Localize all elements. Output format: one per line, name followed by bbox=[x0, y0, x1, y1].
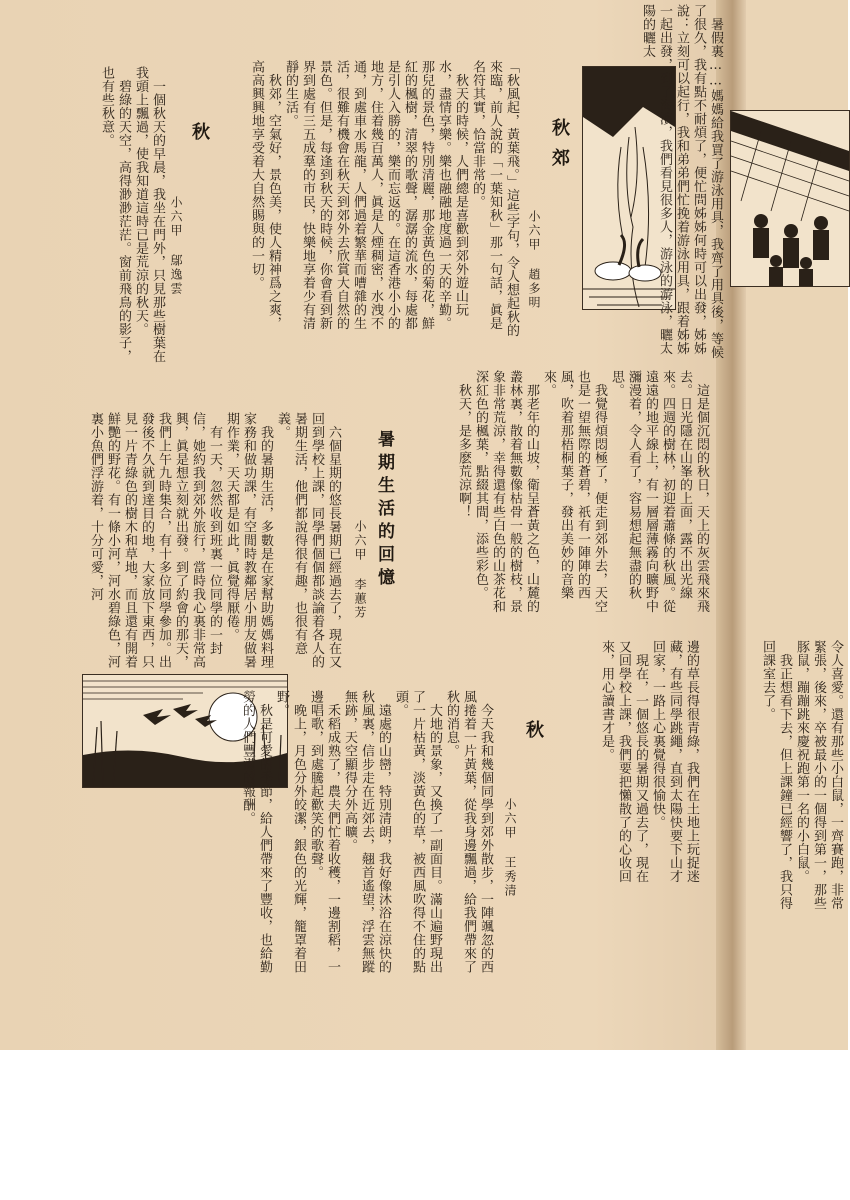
autumn-wang-body: 今天我和幾個同學到郊外散步，一陣颯忽的西風捲着一片黃葉，從我身邊飄過，給我們帶來了秋的消息。 大地的景象，又換了一副面目。滿山遍野現出了一片枯黃，淡黃色的草，被西風吹得不住的點頭。 遠處的山巒，特別清朗，我好像沐浴在涼快的秋風裏，信步走在近郊去，翹首遙望，浮雲無蹤無跡，天空顯得分外高曠。 禾稻成熟了，農夫們忙着收穫，一邊割稻，一邊唱歌，到處騰起歡笑的歌聲。 晚上，月色分外皎潔，銀色的光輝，籠罩着田野。 秋是可愛的季節，給人們帶來了豐收，也給勤勞的人們豐滿的報酬。 bbox=[240, 690, 493, 974]
autumn-outing-body: 「秋風起，黃葉飛。」這些字句，令人想起秋的來臨，前人說的「一葉知秋」那一句話，眞是名符其實，恰當非常的。 秋天的時候，人們總是喜歡到郊外遊山玩水，盡情享樂。樂也融融地度過一天的辛勤。那兒的景色，特別清麗，那金黃色的菊花，鮮紅的楓樹，清翠的歌聲，潺潺的流水，每處都是引人入勝的，樂而忘返的。在這香港小小的地方，住着幾百萬人，眞是人煙稠密，水洩不通，到處車水馬龍，人們過着繁華而嘈雜的生活，很難有機會在秋天到郊外去欣賞大自然的景色。但是，每逢到秋天的時候，你會看到新界到處有三五成羣的市民，快樂地享着少有清靜的生活。 秋郊，空氣好，景色美，使人精神爲之爽，高高興興地享受着大自然賜與的一切。 bbox=[249, 60, 519, 337]
summer-memory-body: 六個星期的悠長暑期已經過去了，現在又回到學校上課，同學們個個都談論着各人的暑期生活，他們都說得很有趣，也很有意義。 我的暑期生活，多數是在家幫助媽媽料理家務和做功課，有空閒時教鄰居小朋友做暑期作業，天天都是如此，眞覺得厭倦。 有一天，忽然收到班裏一位同學的一封信，她約我到郊外旅行，當時我心裏非常高興，眞是想立刻就出發。到了約會的那天，我們上午九時集合，有十多位同學參加。出發後不久就到達目的地，大家放下東西，只見一片青綠色的樹木和草地，而且還有開着鮮艷的野花。有一條小河，河水碧綠色，河裏小魚們浮游着，十分可愛，河 bbox=[88, 412, 341, 669]
autumn-middle-body: 這是個沉悶的秋日，天上的灰雲飛來飛去。日光隱在山峯的上面，露不出光線來。四週的樹林，初迎着蕭條的秋風。從遠遠的地平線上，有一層層薄霧向曠野中瀰漫着，令人看了，容易想起無盡的秋思。 我覺得煩悶極了，便走到郊外去，天空也是一望無際的蒼碧，祇有一陣陣的西風，吹着那梧桐葉子，發出美妙的音樂來。 那老年的山坡，衛呈蒼黃之色，山麓的叢林裏，散着無數像枯骨一般的樹枝，景象非常荒涼，幸得還有些白色的山茶花和深紅色的楓葉，點綴其間，添些彩色。 秋天，是多麽荒涼啊！ bbox=[456, 370, 709, 613]
autumn-wu-byline: 小六甲 鄔逸雲 bbox=[169, 196, 183, 296]
scan-margin bbox=[0, 1050, 848, 1200]
autumn-wu-title: 秋 bbox=[189, 122, 210, 152]
autumn-wang-title: 秋 bbox=[523, 720, 544, 750]
summer-memory-byline: 小六甲 李蕙芳 bbox=[353, 520, 367, 620]
autumn-wang-byline: 小六甲 王秀清 bbox=[503, 798, 517, 898]
autumn-outing-title: 秋郊 bbox=[549, 118, 570, 178]
autumn-wu-body: 一個秋天的早晨，我坐在門外，只見那些樹葉在我頭上飄過，使我知道這時已是荒涼的秋天。 碧綠的天空，高得渺渺茫茫。窗前飛鳥的影子，也有些秋意。 bbox=[99, 66, 165, 363]
autumn-outing-byline: 小六甲 趙多明 bbox=[527, 210, 541, 310]
summer-memory-continued: 邊的草長得很青綠，我們在土地上玩捉迷藏，有些同學跳繩，直到太陽快要下山才回家，一路上心裏覺得很愉快。 現在，一個悠長的暑期又過去了，現在又回學校上課，我們要把懶散了的心收回來，用心讀書才是。 bbox=[599, 640, 699, 883]
swimming-right-body: 令人喜愛。還有那些小白鼠，一齊賽跑，非常緊張，後來，卒被最小的一個得到第一，那些豚鼠，蹦蹦跳來慶祝跑第一名的小白鼠。 我正想看下去，但上課鐘已經響了，我只得回課室去了。 bbox=[760, 640, 843, 910]
summer-memory-title: 暑期生活的回憶 bbox=[374, 430, 394, 591]
swimming-crowd-illustration bbox=[730, 110, 850, 287]
swimming-left-body: 暑假裏……媽媽給我買了游泳用具，我齊了用具後，等候了很久，我有點不耐煩了，便忙問姊姊何時可以出發，姊姊說：立刻可以起行，我和弟弟們忙挽着游泳用具，跟着姊姊一起出發，到了海濱，我們看見很多人，游泳的游泳，曬太陽的曬太 bbox=[640, 4, 723, 359]
